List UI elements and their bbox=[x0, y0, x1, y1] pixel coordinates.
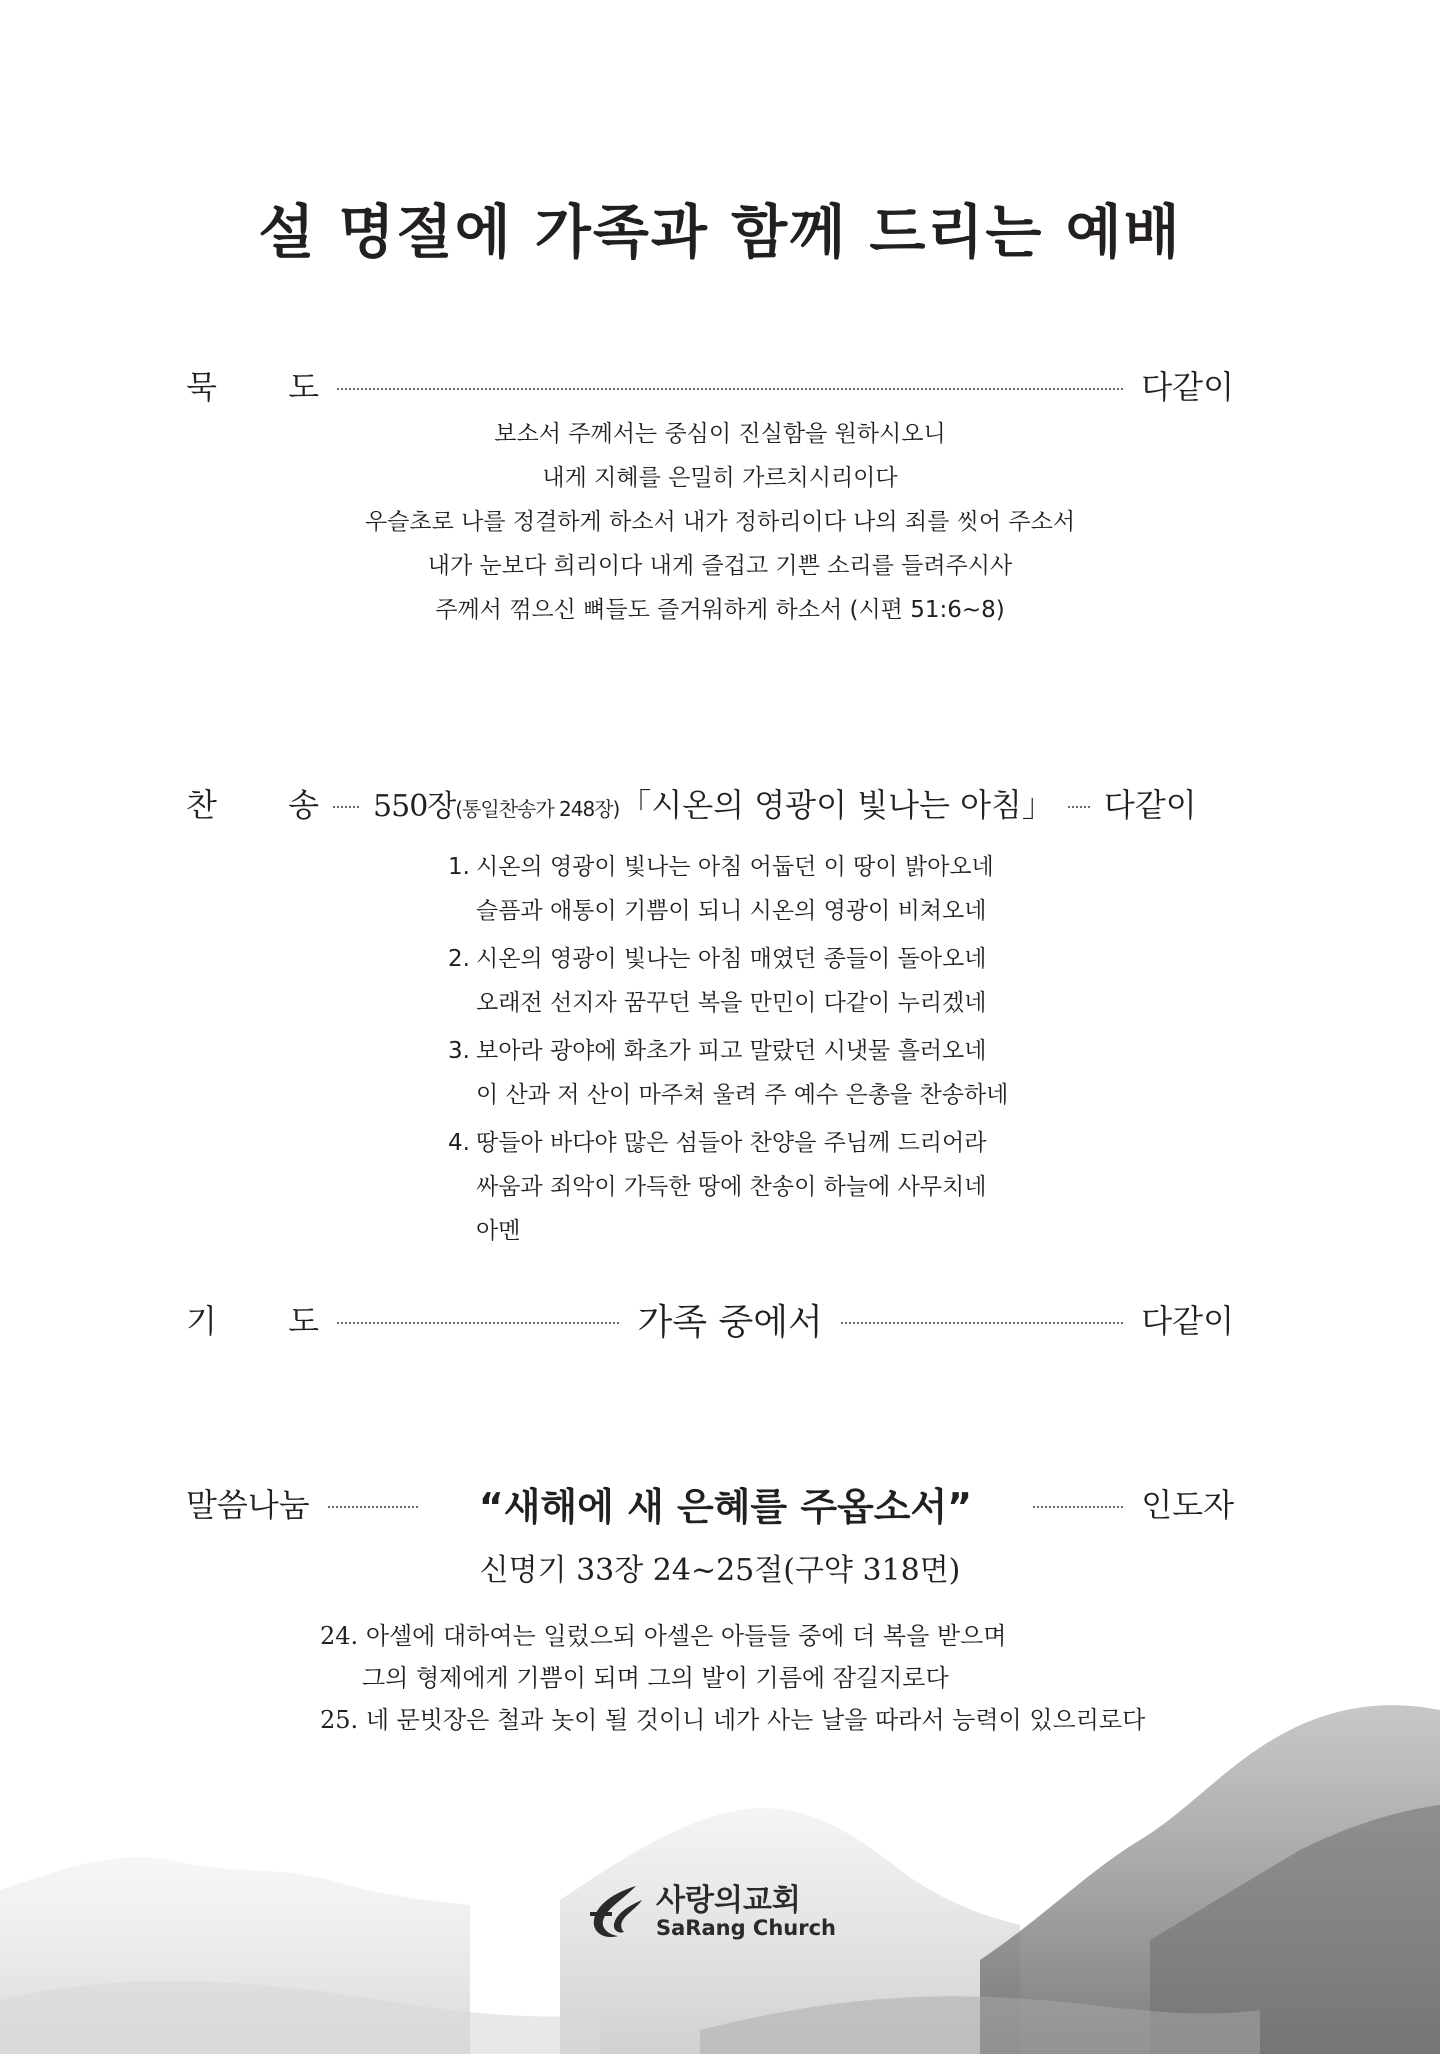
leader-dots bbox=[337, 1322, 619, 1324]
verse-line: 아멘 bbox=[476, 1218, 521, 1244]
verse-number: 4. bbox=[448, 1130, 470, 1156]
prayer-line: 내게 지혜를 은밀히 가르치시리이다 bbox=[542, 465, 898, 491]
prayer-line: 내가 눈보다 희리이다 내게 즐겁고 기쁜 소리를 들려주시사 bbox=[427, 553, 1013, 579]
scripture-reference: 신명기 33장 24~25절(구약 318면) bbox=[479, 1553, 961, 1588]
page-title: 설 명절에 가족과 함께 드리는 예배 bbox=[258, 198, 1182, 266]
hymn-number: 550장 bbox=[373, 789, 456, 824]
leader-dots bbox=[328, 1506, 418, 1508]
verse-number: 24. bbox=[320, 1622, 359, 1650]
verse-line: 슬픔과 애통이 기쁨이 되니 시온의 영광이 비쳐오네 bbox=[476, 898, 987, 924]
verse-line: 이 산과 저 산이 마주쳐 울려 주 예수 은총을 찬송하네 bbox=[476, 1082, 1009, 1108]
verse-line: 오래전 선지자 꿈꾸던 복을 만민이 다같이 누리겠네 bbox=[476, 990, 987, 1016]
sermon-row bbox=[186, 1478, 1234, 1528]
prayer-leader: 가족 중에서 bbox=[637, 1301, 823, 1343]
prayer-row bbox=[186, 1294, 1234, 1344]
hymn-row bbox=[186, 778, 1234, 828]
silent-prayer-row bbox=[186, 360, 1234, 410]
verse-line: 땅들아 바다야 많은 섬들아 찬양을 주님께 드리어라 bbox=[476, 1130, 987, 1156]
verse-number: 2. bbox=[448, 946, 470, 972]
verse-line: 시온의 영광이 빛나는 아침 매였던 종들이 돌아오네 bbox=[476, 946, 987, 972]
leader-dots bbox=[337, 388, 1123, 390]
hymn-verse bbox=[448, 845, 1068, 933]
verse-number: 25. bbox=[320, 1706, 359, 1734]
leader-dots bbox=[333, 806, 359, 808]
mountain-illustration bbox=[0, 1700, 1440, 2054]
logo-name-english: SaRang Church bbox=[656, 1915, 836, 1940]
silent-prayer-text bbox=[0, 412, 1440, 632]
hymn-label: 찬 송 bbox=[186, 786, 320, 824]
scripture-line: 아셀에 대하여는 일렀으되 아셀은 아들들 중에 더 복을 받으며 bbox=[365, 1622, 1007, 1650]
prayer-participant: 다같이 bbox=[1141, 1302, 1235, 1340]
silent-prayer-label: 묵 도 bbox=[186, 368, 320, 406]
sermon-leader: 인도자 bbox=[1141, 1486, 1234, 1524]
hymn-unified-number: (통일찬송가 248장) bbox=[455, 797, 620, 821]
leader-dots bbox=[841, 1322, 1123, 1324]
hymn-name: 「시온의 영광이 빛나는 아침」 bbox=[619, 786, 1054, 824]
silent-prayer-participant: 다같이 bbox=[1141, 368, 1234, 406]
verse-line: 시온의 영광이 빛나는 아침 어둡던 이 땅이 밝아오네 bbox=[476, 854, 994, 880]
flame-emblem-icon bbox=[586, 1882, 648, 1942]
logo-name-korean: 사랑의교회 bbox=[656, 1883, 801, 1919]
hymn-verse bbox=[448, 1121, 1068, 1253]
sermon-label: 말씀나눔 bbox=[186, 1486, 310, 1524]
hymn-verse bbox=[448, 937, 1068, 1025]
prayer-line: 보소서 주께서는 중심이 진실함을 원하시오니 bbox=[494, 421, 946, 447]
prayer-line: 우슬초로 나를 정결하게 하소서 내가 정하리이다 나의 죄를 씻어 주소서 bbox=[364, 509, 1076, 535]
verse-number: 1. bbox=[448, 854, 470, 880]
scripture-line: 그의 형제에게 기쁨이 되며 그의 발이 기름에 잠길지로다 bbox=[362, 1664, 949, 1692]
verse-line: 싸움과 죄악이 가득한 땅에 찬송이 하늘에 사무치네 bbox=[476, 1174, 987, 1200]
leader-dots bbox=[1033, 1506, 1123, 1508]
prayer-line: 주께서 꺾으신 뼈들도 즐거워하게 하소서 (시편 51:6~8) bbox=[435, 597, 1005, 623]
hymn-participant: 다같이 bbox=[1103, 786, 1197, 824]
scripture-line: 네 문빗장은 철과 놋이 될 것이니 네가 사는 날을 따라서 능력이 있으리로다 bbox=[365, 1706, 1146, 1734]
hymn-lyrics bbox=[448, 845, 1068, 1253]
prayer-label: 기 도 bbox=[186, 1302, 320, 1340]
church-logo bbox=[586, 1882, 836, 1942]
verse-line: 보아라 광야에 화초가 피고 말랐던 시냇물 흘러오네 bbox=[476, 1038, 987, 1064]
hymn-verse bbox=[448, 1029, 1068, 1117]
verse-number: 3. bbox=[448, 1038, 470, 1064]
hymn-title bbox=[373, 780, 1054, 826]
sermon-title: “새해에 새 은혜를 주옵소서” bbox=[478, 1484, 973, 1529]
leader-dots bbox=[1068, 806, 1090, 808]
